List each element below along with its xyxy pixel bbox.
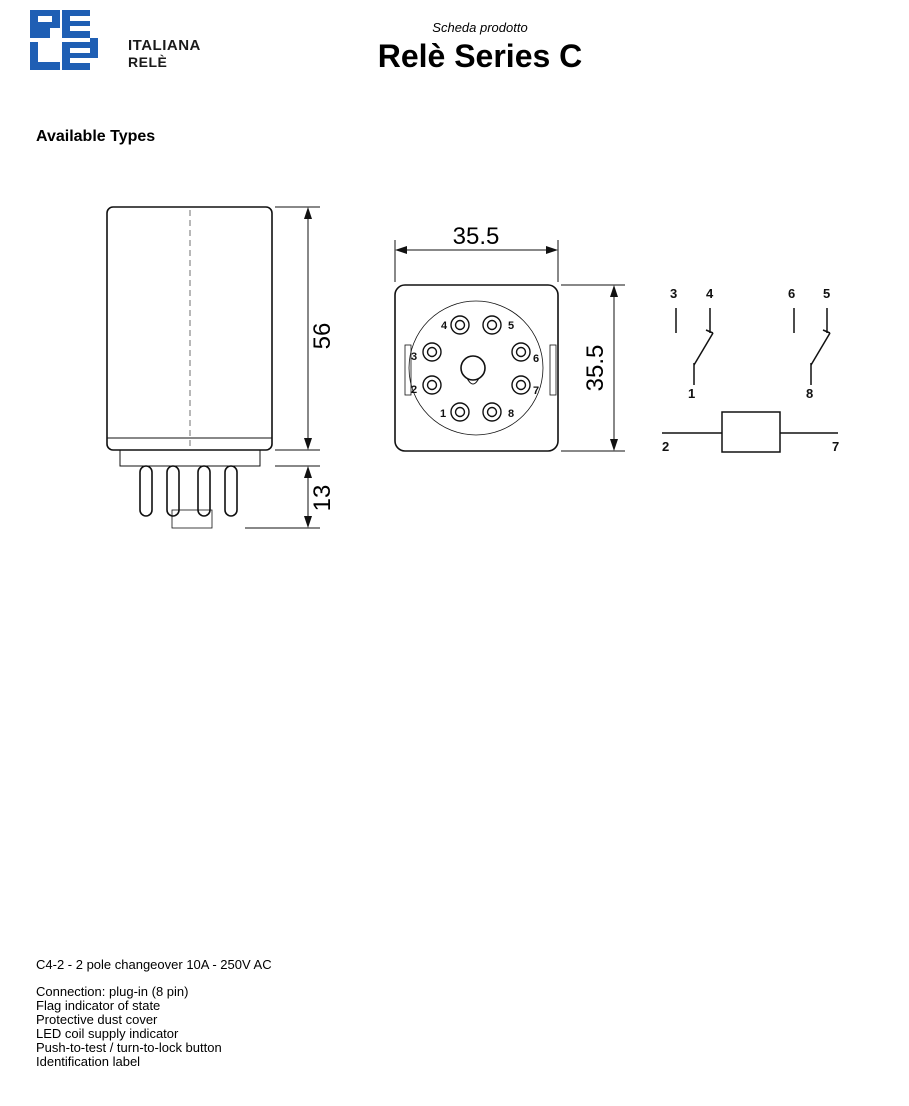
schematic-pin-label: 6 — [788, 286, 796, 301]
relay-technical-drawing — [30, 150, 880, 580]
feature-item: Identification label — [36, 1054, 141, 1069]
socket-pin-label: 6 — [533, 353, 540, 365]
feature-list — [36, 985, 222, 1069]
relay-coil — [722, 412, 780, 452]
socket-pin-label: 4 — [441, 320, 448, 332]
schematic-pin-label: 4 — [706, 286, 714, 301]
schematic-pin-label: 1 — [688, 386, 696, 401]
product-type-name: C4-2 - 2 pole changeover 10A - 250V AC — [36, 957, 272, 972]
page-title: Relè Series C — [377, 38, 583, 74]
contact-schematic — [662, 308, 838, 452]
schematic-pin-label: 5 — [823, 286, 831, 301]
schematic-pin-label: 8 — [806, 386, 814, 401]
feature-item: Flag indicator of state — [36, 998, 161, 1013]
schematic-pin-label: 7 — [832, 439, 840, 454]
socket-pin-label: 5 — [508, 320, 515, 332]
relay-body-side-view — [107, 207, 272, 450]
company-logo — [28, 8, 228, 74]
socket-pin-label: 1 — [440, 408, 447, 420]
socket-pin-label: 2 — [411, 384, 418, 396]
rele-logo-mark-icon — [28, 8, 123, 74]
schematic-pin-label: 2 — [662, 439, 670, 454]
feature-item: LED coil supply indicator — [36, 1026, 179, 1041]
height-dimension-label: 56 — [309, 322, 336, 350]
base-height-dimension-label: 35.5 — [582, 344, 609, 392]
socket-pin-label: 3 — [411, 351, 418, 363]
base-width-dimension-label: 35.5 — [452, 223, 500, 250]
socket-pin-label: 7 — [533, 385, 540, 397]
schematic-pin-label: 3 — [670, 286, 678, 301]
feature-item: Connection: plug-in (8 pin) — [36, 984, 189, 999]
socket-pin-label: 8 — [508, 408, 515, 420]
logo-text-line2: RELÈ — [128, 54, 168, 70]
document-subtitle: Scheda prodotto — [432, 20, 528, 35]
feature-item: Push-to-test / turn-to-lock button — [36, 1040, 222, 1055]
pin-length-dimension-label: 13 — [309, 484, 336, 512]
feature-item: Protective dust cover — [36, 1012, 158, 1027]
logo-text-line1: ITALIANA — [128, 37, 201, 54]
section-heading: Available Types — [36, 128, 156, 145]
relay-base-view — [395, 285, 558, 451]
